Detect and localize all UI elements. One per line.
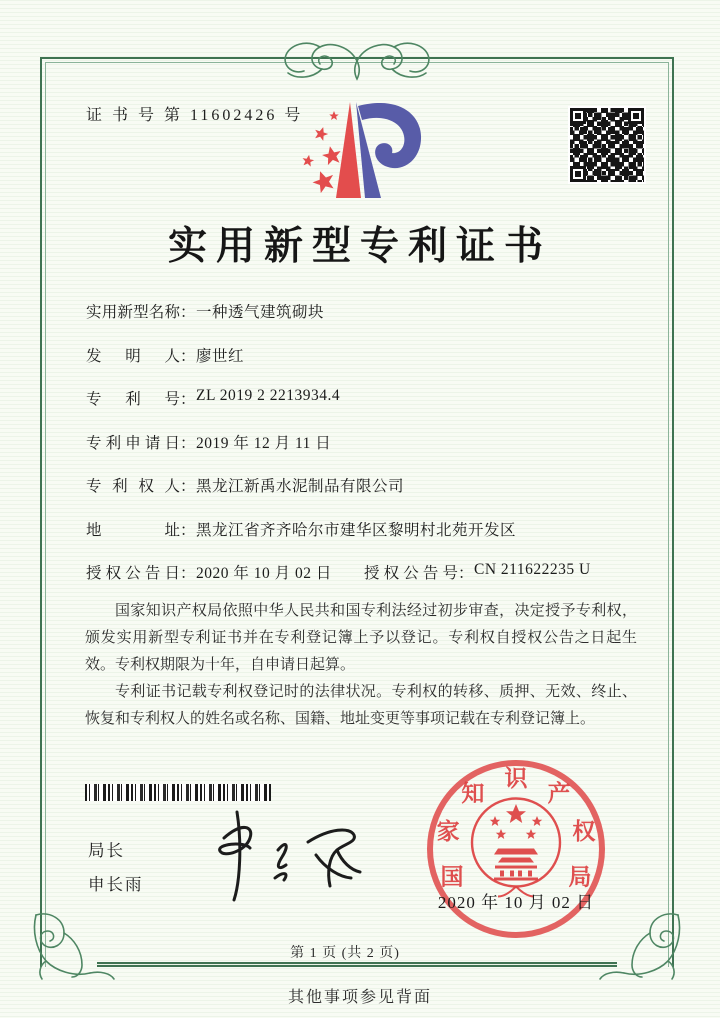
colon: ： — [180, 391, 196, 408]
field-label: 地址 — [86, 521, 180, 539]
frame-bottom-rule — [97, 962, 617, 967]
field-label: 专利权人 — [86, 478, 180, 495]
legal-paragraph: 专利证书记载专利权登记时的法律状况。专利权的转移、质押、无效、终止、恢复和专利权人的姓名或名称、国籍、地址变更等事项记载在专利登记簿上。 — [85, 684, 637, 727]
field-value-grant-no: CN 211622235 U — [474, 561, 591, 578]
field-value: ZL 2019 2 2213934.4 — [196, 387, 341, 404]
field-label: 专利号 — [86, 391, 180, 408]
field-label: 实用新型名称 — [86, 304, 180, 321]
field-value: 廖世红 — [196, 347, 245, 365]
field-label: 发明人 — [86, 347, 180, 365]
field-row-patent-no — [86, 387, 646, 431]
field-value: 2019 年 12 月 11 日 — [196, 434, 332, 452]
certificate-number: 证 书 号 第 11602426 号 — [86, 107, 304, 124]
cnipa-logo-icon — [288, 96, 428, 206]
field-row-name — [86, 300, 646, 344]
field-value: 2020 年 10 月 02 日 — [196, 565, 332, 582]
colon: ： — [180, 304, 196, 321]
colon: ： — [180, 347, 196, 365]
page-number: 第 1 页 (共 2 页) — [290, 946, 400, 961]
signer-title: 局长 — [88, 841, 125, 860]
colon: ： — [180, 434, 196, 452]
field-value: 一种透气建筑砌块 — [196, 304, 325, 321]
signer-block — [88, 834, 144, 902]
barcode — [85, 784, 271, 801]
field-row-inventor — [86, 344, 646, 388]
field-label: 授权公告日 — [86, 565, 180, 582]
seal-date: 2020 年 10 月 02 日 — [437, 893, 595, 912]
seal-char: 权 — [572, 819, 596, 845]
qr-code — [568, 106, 646, 184]
seal-char: 国 — [440, 864, 464, 890]
legal-text — [85, 598, 637, 733]
qr-finder-icon — [570, 108, 586, 124]
field-value: 黑龙江省齐齐哈尔市建华区黎明村北苑开发区 — [196, 521, 517, 539]
seal-char: 局 — [568, 864, 592, 890]
back-note: 其他事项参见背面 — [287, 989, 432, 1006]
seal-char: 产 — [547, 780, 571, 806]
top-flourish-icon — [262, 37, 452, 83]
field-value: 黑龙江新禹水泥制品有限公司 — [196, 478, 405, 495]
seal-char: 家 — [436, 819, 460, 845]
colon: ： — [458, 565, 474, 582]
seal-char: 知 — [461, 780, 485, 806]
colon: ： — [180, 478, 196, 495]
field-label-grant-no: 授权公告号 — [364, 565, 458, 582]
qr-finder-icon — [570, 166, 586, 182]
legal-paragraph: 国家知识产权局依照中华人民共和国专利法经过初步审查，决定授予专利权，颁发实用新型专利证书并在专利登记簿上予以登记。专利权自授权公告之日起生效。专利权期限为十年，自申请日起算。 — [85, 603, 637, 673]
colon: ： — [180, 565, 196, 582]
seal-char: 识 — [504, 766, 528, 791]
signature-script-icon — [190, 806, 370, 906]
colon: ： — [180, 521, 196, 539]
field-label: 专利申请日 — [86, 434, 180, 452]
field-row-patentee — [86, 474, 646, 518]
field-row-filing-date — [86, 431, 646, 475]
signer-name: 申长雨 — [88, 875, 144, 894]
field-row-address — [86, 518, 646, 562]
field-list — [86, 300, 646, 605]
qr-finder-icon — [628, 108, 644, 124]
certificate-title: 实用新型专利证书 — [167, 225, 552, 268]
